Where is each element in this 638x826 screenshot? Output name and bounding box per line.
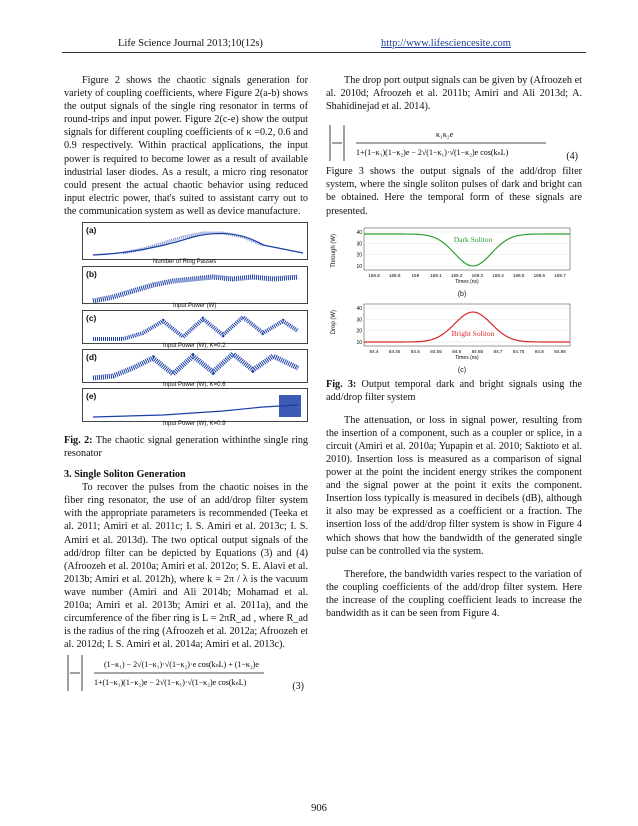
fig3-panel-dark <box>331 224 576 298</box>
x-tick-label: 168.9 <box>388 272 401 278</box>
fig2-xlabel: Number of Ring Passes <box>153 258 217 265</box>
fig2-plot-c <box>83 311 307 343</box>
svg-text:(1−κ₁) − 2√(1−κ₁)·√(1−κ₂)·e co: (1−κ₁) − 2√(1−κ₁)·√(1−κ₂)·e cos(kₙL) + (1−κ₂)e <box>104 660 259 670</box>
x-tick-label: 169.7 <box>554 272 566 278</box>
x-tick-label: 84.6 <box>452 348 462 354</box>
fig2-panel-e <box>82 388 308 427</box>
fig2-plot-e <box>83 389 307 421</box>
y-tick-label: 20 <box>356 252 362 259</box>
fig2-xlabel: Input Power (W), K=0.2 <box>163 342 226 349</box>
fig2-panel-label: (a) <box>86 225 97 236</box>
fig2-caption: Fig. 2: The chaotic signal generation withinthe single ring resonator <box>64 435 309 460</box>
fig3-panel-bright <box>331 300 576 374</box>
svg-text:κ₁κ₂e: κ₁κ₂e <box>436 130 454 140</box>
y-tick-label: 40 <box>356 305 362 312</box>
x-tick-label: 169.1 <box>430 272 442 278</box>
fig2-panel-label: (b) <box>86 269 97 280</box>
paragraph-insertion-loss: The attenuation, or loss in signal power, resulting from the insertion of a component, such as a coupler or splice, in a circuit (Amiri et al. 2010a; Yupapin et al. 2010; Saktioto et al. 2010). Insertion loss is measured as a comparison of signal power at the point the incident energy strikes the component and the signal power at the point it exits the component. Insertion loss typically is measured in decibels (dB), although it also may be expressed as a coefficient or a fraction. The insertion loss of the add/drop filter system is show in Figure 4 which shows that how the bandwidth of the generated single pulse can be controlled via the system. <box>326 414 582 557</box>
figure-2 <box>64 222 308 430</box>
fig2-panel-b <box>82 266 308 309</box>
x-tick-label: 169.6 <box>533 272 546 278</box>
fig3-caption: Fig. 3: Output temporal dark and bright signals using the add/drop filter system <box>326 378 582 403</box>
journal-url[interactable]: http://www.lifesciencesite.com <box>381 38 511 49</box>
equation-4-graphic <box>326 121 582 165</box>
fig3-ylabel-top: Through (W) <box>331 233 337 268</box>
x-axis-label: Times (ns) <box>455 354 479 360</box>
paragraph-drop-port: The drop port output signals can be given by (Afroozeh et al. 2010d; Afroozeh et al. 2011b; Amiri and Ali 2013d; A. Shahidinejad et al. 2014). <box>326 75 582 113</box>
section-title: 3. Single Soliton Generation <box>64 469 186 481</box>
header-rule <box>62 52 586 53</box>
fig2-xlabel: Input Power (W), K=0.6 <box>163 381 226 388</box>
fig2-xlabel: Input Power (W) <box>173 302 217 309</box>
paragraph-fig3-intro: Figure 3 shows the output signals of the add/drop filter system, where the single soliton pulses of dark and bright can be obtained. Here the temporal form of these signals are presented. <box>326 166 582 217</box>
fig2-panel-label: (e) <box>86 391 97 402</box>
y-tick-label: 10 <box>356 339 362 346</box>
y-tick-label: 30 <box>356 316 362 323</box>
plot-frame <box>364 304 570 346</box>
svg-text:1+(1−κ₁)(1−κ₂)e − 2√(1−κ₁)·√(1: 1+(1−κ₁)(1−κ₂)e − 2√(1−κ₁)·√(1−κ₂)e cos(kₙL) <box>356 148 509 158</box>
equation-4 <box>326 121 582 165</box>
x-tick-label: 84.55 <box>430 348 442 354</box>
fig2-panel-label: (c) <box>86 313 97 324</box>
y-tick-label: 30 <box>356 240 362 247</box>
bright-soliton-label: Bright Soliton <box>451 328 495 338</box>
right-column <box>326 74 582 620</box>
fig2-panel-d <box>82 349 308 388</box>
fig3-bright-plot <box>348 300 576 360</box>
x-axis-label: Times (ns) <box>455 278 479 284</box>
x-tick-label: 169.2 <box>450 272 463 278</box>
figure-3 <box>326 224 576 374</box>
fig2-plot-a <box>83 223 307 259</box>
x-tick-label: 84.45 <box>388 348 401 354</box>
x-tick-label: 169.5 <box>512 272 525 278</box>
fig3-dark-plot <box>348 224 576 284</box>
fig2-plot-b <box>83 267 307 303</box>
fig2-panel-label: (d) <box>86 352 97 363</box>
paragraph-fig2-intro: Figure 2 shows the chaotic signals generation for variety of coupling coefficients, where Figure 2(a-b) shows the output signals of the single ring resonator in terms of round-trips and input power. Figure 2(c-e) show the output signals for different coupling coefficients of κ =0.2, 0.6 and 0.9 respectively. Within practical applications, the input power is required to become lower as a result of available industrial laser diodes. As a result, a micro ring resonator could present the actual chaotic behavior using reduced input electric power, that's suited to assistant carry out to the communication system as well as device manufacture. <box>64 75 308 217</box>
journal-title: Life Science Journal 2013;10(12s) <box>118 38 263 49</box>
equation-3-number: (3) <box>292 681 304 693</box>
svg-text:1+(1−κ₁)(1−κ₂)e − 2√(1−κ₁)·√(1: 1+(1−κ₁)(1−κ₂)e − 2√(1−κ₁)·√(1−κ₂)e cos(kₙL) <box>94 678 247 688</box>
x-tick-label: 84.8 <box>534 348 544 354</box>
left-column <box>64 74 308 695</box>
equation-3-graphic <box>64 651 308 695</box>
x-tick-label: 84.4 <box>369 348 379 354</box>
dark-soliton-label: Dark Soliton <box>453 234 493 244</box>
fig2-xlabel: Input Power (W), K=0.9 <box>163 420 226 427</box>
x-tick-label: 84.5 <box>410 348 420 354</box>
paragraph-add-drop: To recover the pulses from the chaotic noises in the fiber ring resonator, the use of an add/drop filter system with the appropriate parameters is recommended (Teeka et al. 2011; Amiri et al. 2011c; I. S. Amiri et al. 2013c; I. S. Amiri et al. 2013d). The two optical output signals of the add/drop filter can be depicted by Equations (3) and (4) (Afroozeh et al. 2010a; Amiri et al. 2012o; S. E. Alavi et al. 2013b; Amiri et al. 2012h), where k = 2π / λ is the vacuum wave number (Amiri and Ali 2014b; Mohamad et al. 2010a; Amiri et al. 2013b; Amiri et al. 2011a), and the circumference of the fiber ring is L = 2πR_ad , where R_ad is the radius of the ring (Afroozeh et al. 2012a; Afroozeh et al. 2012d; I. S. Amiri et al. 2014a; Amiri et al. 2013c). <box>64 482 308 651</box>
x-tick-label: 169 <box>411 272 420 278</box>
x-tick-label: 84.85 <box>554 348 566 354</box>
paragraph-bandwidth: Therefore, the bandwidth varies respect to the variation of the coupling coefficients of the add/drop filter system. Here the increase of the coupling coefficient leads to increase the bandwidth as it can be seen from Figure 4. <box>326 568 582 619</box>
fig2-plot-d <box>83 350 307 382</box>
equation-3 <box>64 651 308 695</box>
x-tick-label: 169.4 <box>492 272 504 278</box>
fig3-sub-b: (b) <box>457 290 467 298</box>
y-tick-label: 40 <box>356 229 362 236</box>
fig2-panel-c <box>82 310 308 349</box>
fig3-ylabel-bottom: Drop (W) <box>331 309 337 334</box>
fig2-panel-a <box>82 222 308 265</box>
x-tick-label: 84.7 <box>493 348 503 354</box>
x-tick-label: 84.75 <box>512 348 525 354</box>
y-tick-label: 10 <box>356 263 362 270</box>
equation-4-number: (4) <box>566 151 578 163</box>
x-tick-label: 169.3 <box>471 272 484 278</box>
page-number: 906 <box>311 803 327 814</box>
y-tick-label: 20 <box>356 328 362 335</box>
fig3-sub-c: (c) <box>457 366 467 374</box>
x-tick-label: 168.8 <box>368 272 380 278</box>
x-tick-label: 84.65 <box>471 348 484 354</box>
